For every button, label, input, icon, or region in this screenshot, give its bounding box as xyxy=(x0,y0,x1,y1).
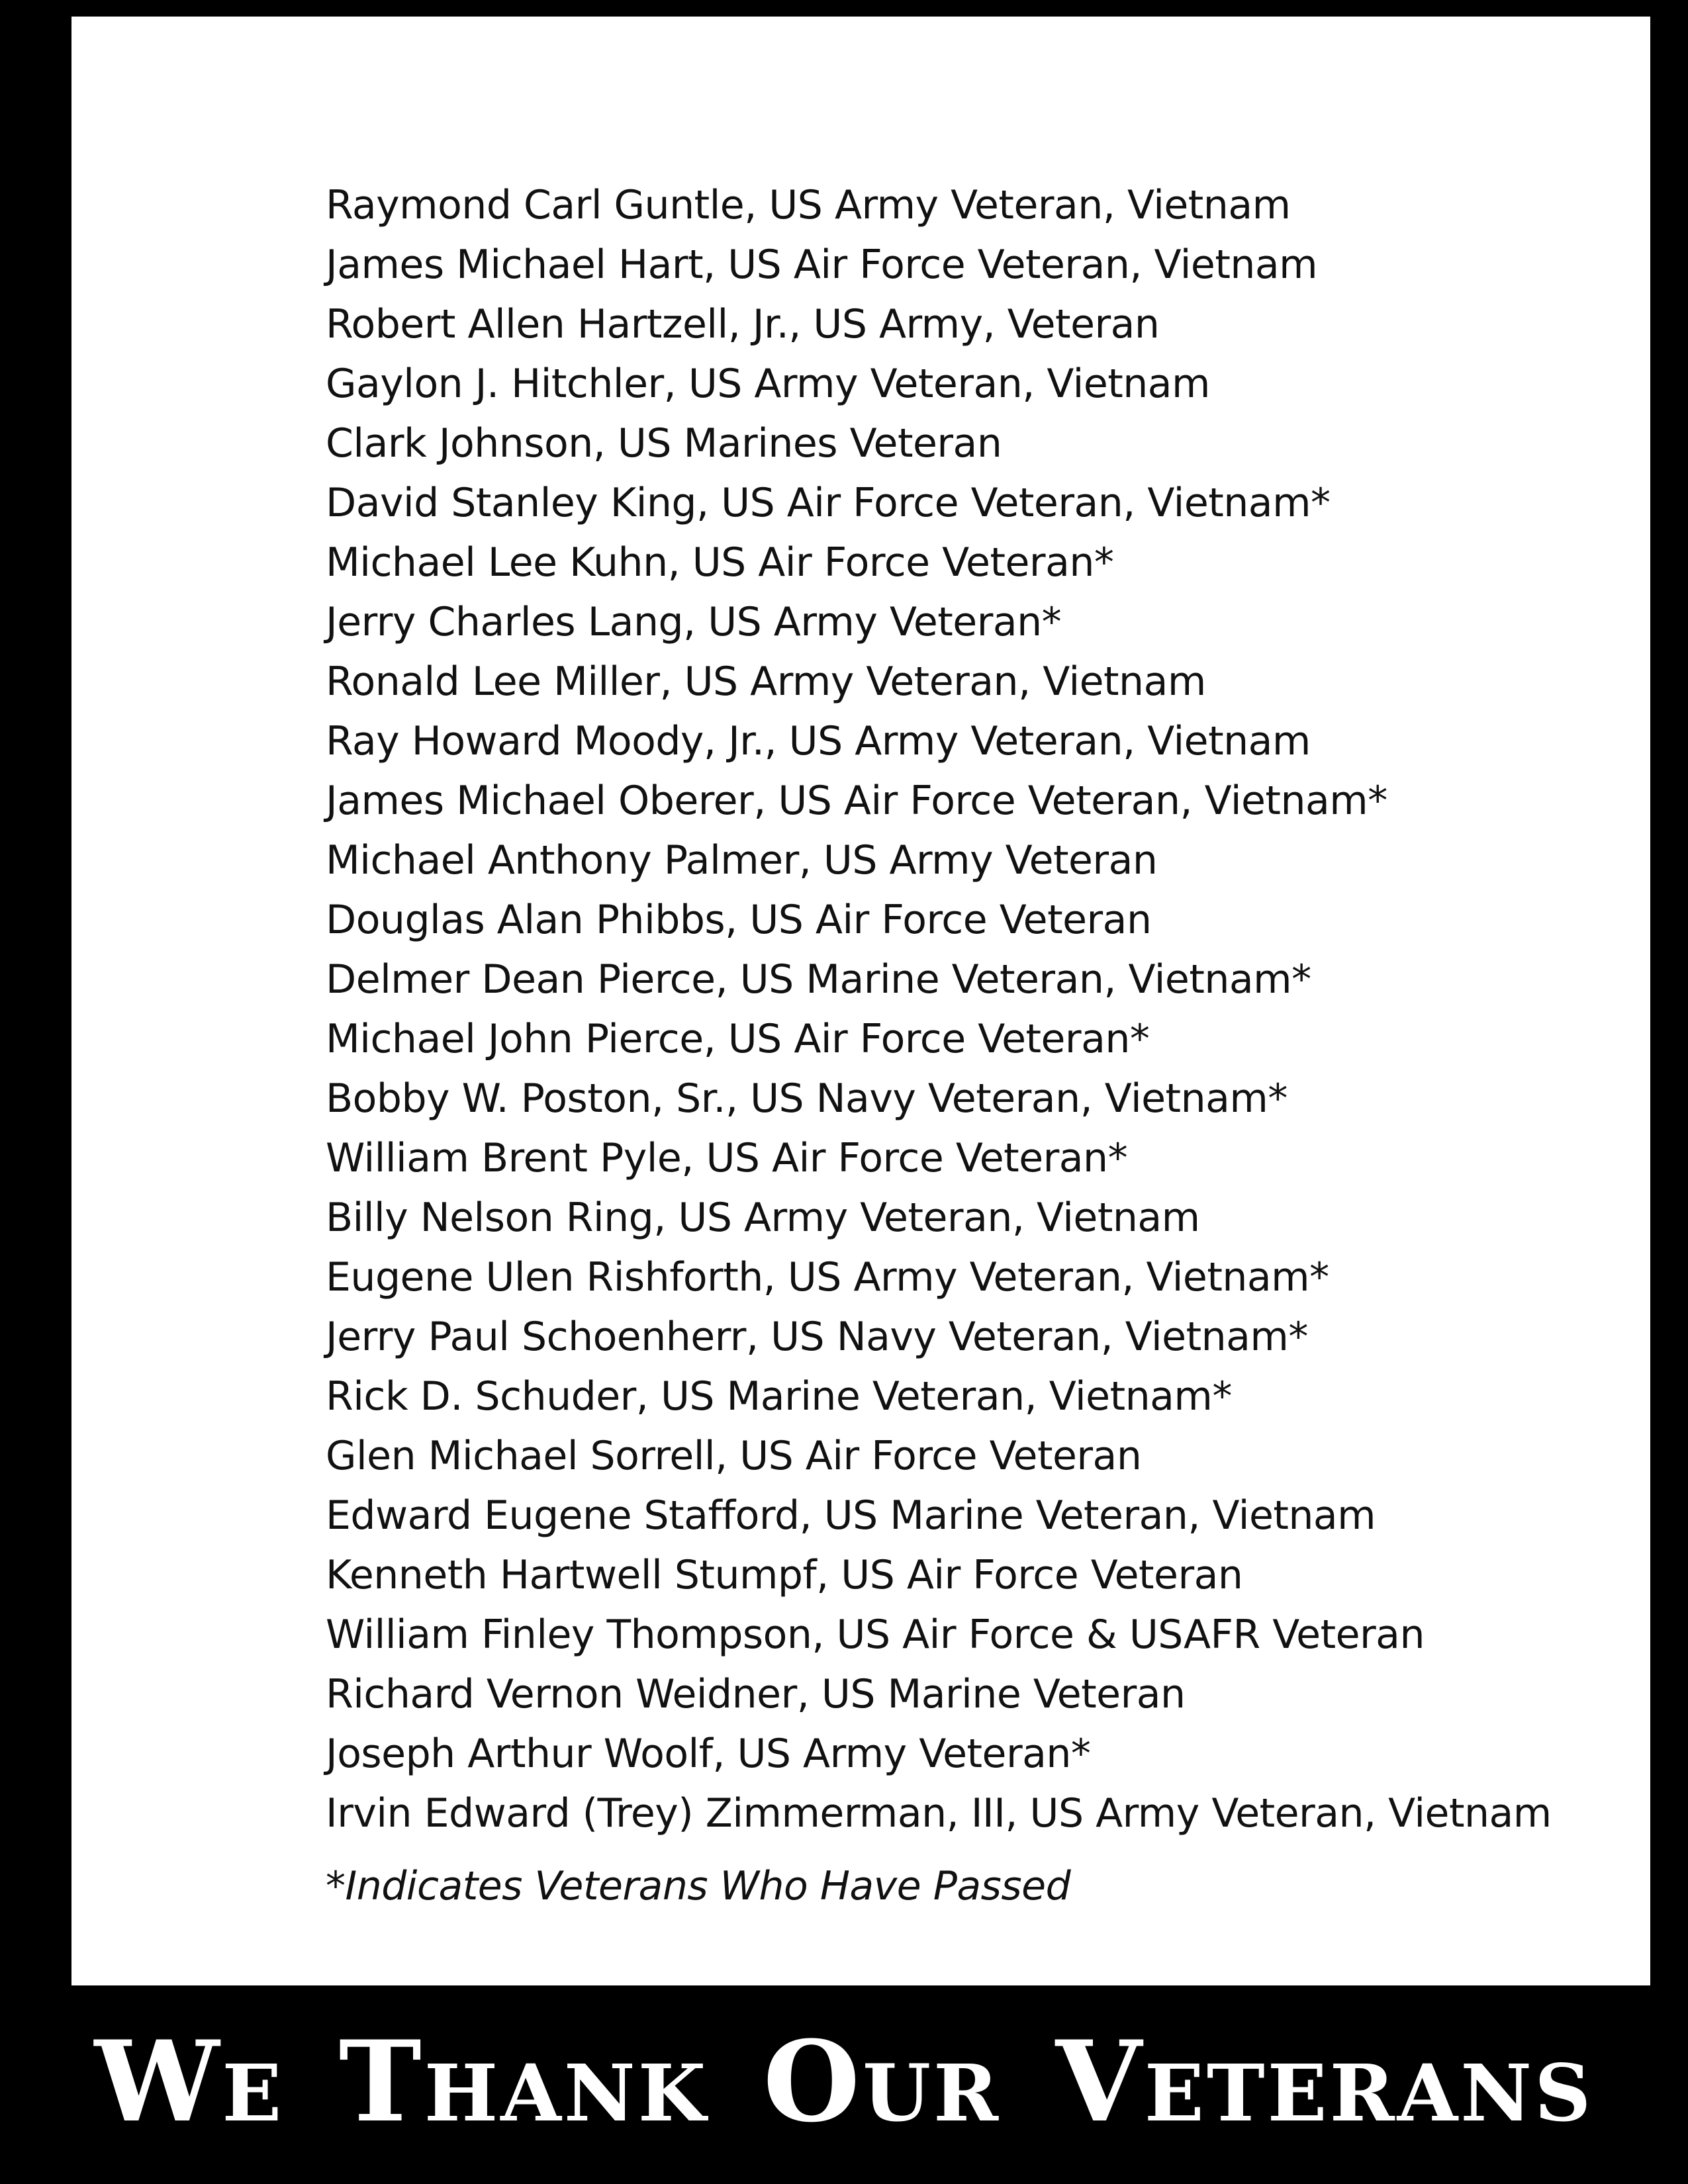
footnote-marker: * xyxy=(326,1863,346,1909)
banner xyxy=(0,1985,1688,2184)
veteran-entry: Rick D. Schuder, US Marine Veteran, Vietnam* xyxy=(326,1373,1232,1420)
veteran-entry: Ronald Lee Miller, US Army Veteran, Vietnam xyxy=(326,659,1206,705)
veteran-entry: Billy Nelson Ring, US Army Veteran, Vietnam xyxy=(326,1195,1200,1241)
veteran-entry: Delmer Dean Pierce, US Marine Veteran, Vietnam* xyxy=(326,956,1311,1003)
veteran-entry: Clark Johnson, US Marines Veteran xyxy=(326,420,1002,467)
veteran-entry: William Brent Pyle, US Air Force Veteran* xyxy=(326,1135,1128,1181)
veteran-entry: Michael Anthony Palmer, US Army Veteran xyxy=(326,837,1158,884)
veteran-entry: Edward Eugene Stafford, US Marine Veteran, Vietnam xyxy=(326,1492,1376,1539)
veteran-entry: William Finley Thompson, US Air Force & USAFR Veteran xyxy=(326,1612,1425,1658)
veteran-entry: Robert Allen Hartzell, Jr., US Army, Veteran xyxy=(326,301,1160,347)
banner-title: We Thank Our Veterans xyxy=(94,2016,1594,2147)
veteran-entry: Richard Vernon Weidner, US Marine Veteran xyxy=(326,1671,1186,1717)
veteran-entry: Glen Michael Sorrell, US Air Force Veteran xyxy=(326,1433,1142,1479)
content-panel xyxy=(71,17,1650,1985)
veteran-entry: David Stanley King, US Air Force Veteran, Vietnam* xyxy=(326,480,1331,526)
footnote xyxy=(326,1856,1070,1916)
veteran-entry: Michael Lee Kuhn, US Air Force Veteran* xyxy=(326,539,1114,586)
veteran-entry: James Michael Oberer, US Air Force Veteran, Vietnam* xyxy=(326,778,1387,824)
veteran-entry: Joseph Arthur Woolf, US Army Veteran* xyxy=(326,1731,1091,1777)
veteran-entry: Bobby W. Poston, Sr., US Navy Veteran, Vietnam* xyxy=(326,1075,1288,1122)
veteran-entry: Jerry Paul Schoenherr, US Navy Veteran, Vietnam* xyxy=(326,1314,1308,1360)
veteran-entry: Irvin Edward (Trey) Zimmerman, III, US Army Veteran, Vietnam xyxy=(326,1790,1552,1837)
footnote-text: Indicates Veterans Who Have Passed xyxy=(345,1863,1071,1909)
veteran-entry: Douglas Alan Phibbs, US Air Force Veteran xyxy=(326,897,1152,943)
veteran-entry: Jerry Charles Lang, US Army Veteran* xyxy=(326,599,1062,645)
veteran-entry: Ray Howard Moody, Jr., US Army Veteran, Vietnam xyxy=(326,718,1311,764)
veteran-list xyxy=(326,175,1552,1843)
veteran-entry: Michael John Pierce, US Air Force Veteran* xyxy=(326,1016,1150,1062)
veteran-entry: James Michael Hart, US Air Force Veteran, Vietnam xyxy=(326,242,1318,288)
veteran-entry: Raymond Carl Guntle, US Army Veteran, Vietnam xyxy=(326,182,1291,228)
veteran-entry: Eugene Ulen Rishforth, US Army Veteran, Vietnam* xyxy=(326,1254,1329,1300)
veteran-entry: Kenneth Hartwell Stumpf, US Air Force Veteran xyxy=(326,1552,1243,1598)
veteran-entry: Gaylon J. Hitchler, US Army Veteran, Vietnam xyxy=(326,361,1210,407)
